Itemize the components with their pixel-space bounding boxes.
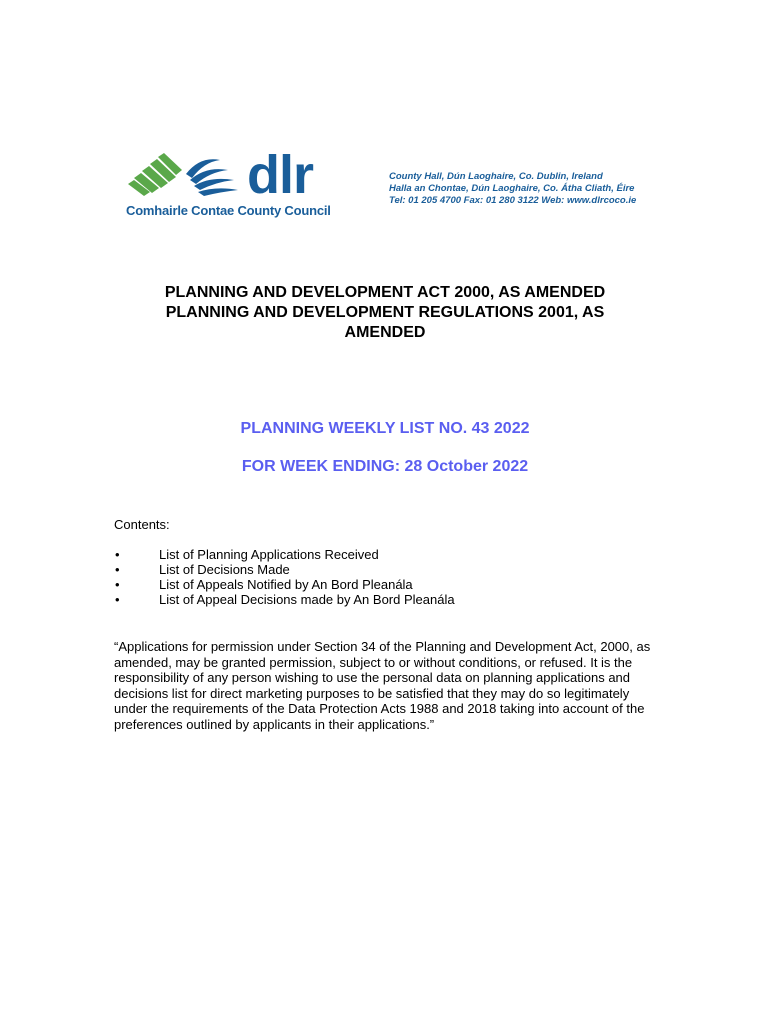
- weekly-list-title: PLANNING WEEKLY LIST NO. 43 2022: [240, 420, 530, 437]
- list-item: • List of Decisions Made: [114, 562, 455, 577]
- council-address: [389, 171, 636, 207]
- council-name: Comhairle Contae County Council: [126, 203, 331, 218]
- contents-label: Contents:: [114, 517, 170, 532]
- address-line: Halla an Chontae, Dún Laoghaire, Co. Átha Cliath, Éire: [389, 183, 635, 194]
- address-line: Tel: 01 205 4700 Fax: 01 280 3122 Web: www.dlrcoco.ie: [389, 195, 637, 206]
- act-heading-line: AMENDED: [344, 324, 426, 341]
- address-line: County Hall, Dún Laoghaire, Co. Dublin, Ireland: [389, 171, 603, 182]
- list-item: • List of Appeal Decisions made by An Bord Pleanála: [114, 592, 455, 607]
- council-logo-text: dlr: [247, 145, 314, 205]
- act-heading-line: PLANNING AND DEVELOPMENT ACT 2000, AS AMENDED: [164, 284, 606, 301]
- council-logo-icon: [124, 146, 244, 202]
- week-ending-title: FOR WEEK ENDING: 28 October 2022: [241, 458, 529, 475]
- list-item: • List of Appeals Notified by An Bord Pleanála: [114, 577, 455, 592]
- data-protection-disclaimer: “Applications for permission under Section 34 of the Planning and Development Act, 2000, as amended, may be granted permission, subject to or without conditions, or refused. It is the responsibility of any person wishing to use the personal data on planning applications and decisions list for direct marketing purposes to be satisfied that they may do so legitimately under the requirements of the Data Protection Acts 1988 and 2018 taking into account of the preferences outlined by applicants in their applications.”: [114, 639, 651, 732]
- act-heading: [100, 283, 670, 343]
- contents-list: [114, 547, 455, 607]
- act-heading-line: PLANNING AND DEVELOPMENT REGULATIONS 2001, AS: [165, 304, 605, 321]
- list-item: • List of Planning Applications Received: [114, 547, 455, 562]
